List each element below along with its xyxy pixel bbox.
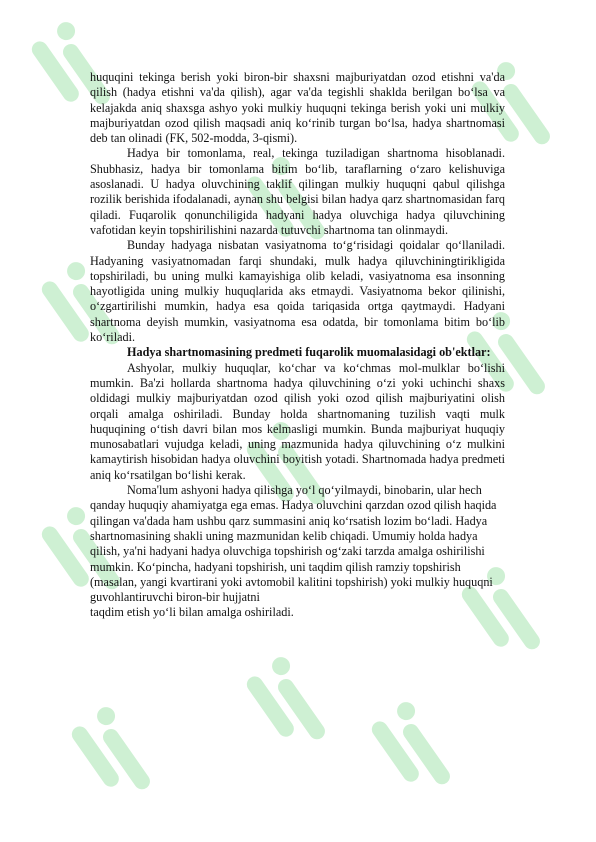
paragraph: huquqini tekinga berish yoki biron-bir shaxsni majburiyatdan ozod etishni va'da qilish (hadya etishni va'da qilish), agar va'da tegishli shaklda berilgan bo‘lsa va kelajakda aniq shaxsga ashyo yoki mulkiy huquqni tekinga berish yoki uni mulkiy majburiyatdan ozod qilish maqsadi aniq ko‘rinib turgan bo‘lsa, hadya shartnomasi deb tan olinadi (FK, 502-modda, 3-qismi). [90,70,505,146]
green-logo-watermark-icon [245,650,335,760]
paragraph: Ashyolar, mulkiy huquqlar, ko‘char va ko‘chmas mol-mulklar bo‘lishi mumkin. Ba'zi hollarda shartnoma hadya qiluvchining o‘zi yoki uchinchi shaxs oldidagi mulkiy majburiyatdan ozod qilish yoki ozod qilish majburiyatini olish orqali amalga oshiriladi. Bunday holda shartnomaning tuzilish vaqti mulk huquqining o‘tish davri bilan mos kelmasligi mumkin. Bunda majburiyat huquqiy munosabatlari vujudga keladi, uning mazmunida hadya qiluvchining o‘z mulkini kamaytirish hisobidan hadya oluvchini boyitish yotadi. Shartnomada hadya predmeti aniq ko‘rsatilgan bo‘lishi kerak. [90,360,505,482]
green-logo-watermark-icon [370,695,460,805]
paragraph-last-line: taqdim etish yo‘li bilan amalga oshiriladi. [90,605,294,620]
green-logo-watermark-icon [70,700,160,810]
document-body [90,70,505,621]
paragraph: Hadya bir tomonlama, real, tekinga tuziladigan shartnoma hisoblanadi. Shubhasiz, hadya bir tomonlama bitim bo‘lib, taraflarning o‘zaro kelishuviga asoslanadi. U hadya oluvchining taklif qilingan mulkiy huquqni qabul qilishga rozilik berishida ifodalanadi, aynan shu belgisi bilan hadya qarz shartnomasidan farq qiladi. Fuqarolik qonunchiligida hadyani hadya oluvchiga hadya qiluvchining vafotidan keyin topshirilishini nazarda tutuvchi shartnoma tan olinmaydi. [90,146,505,237]
section-heading: Hadya shartnomasining predmeti fuqarolik muomalasidagi ob'ektlar: [127,345,491,360]
paragraph: Noma'lum ashyoni hadya qilishga yo‘l qo‘yilmaydi, binobarin, ular hech qanday huquqiy ahamiyatga ega emas. Hadya oluvchini qarzdan ozod qilish haqida qilingan va'dada ham ushbu qarz summasini aniq ko‘rsatish lozim bo‘ladi. Hadya shartnomasining shakli uning mazmunidan kelib chiqadi. Umumiy holda hadya qilish, ya'ni hadyani hadya oluvchiga topshirish og‘zaki tarzda amalga oshirilishi mumkin. Ko‘pincha, hadyani topshirish, uni taqdim qilish ramziy topshirish (masalan, yangi kvartirani yoki avtomobil kalitini topshirish) yoki mulkiy huquqni guvohlantiruvchi biron-bir hujjatni [90,483,497,605]
paragraph: Bunday hadyaga nisbatan vasiyatnoma to‘g‘risidagi qoidalar qo‘llaniladi. Hadyaning vasiyatnomadan farqi shundaki, mulk hadya qiluvchiningtirikligida topshiriladi, bu uning mulki kamayishiga olib keladi, vasiyatnoma esa insonning hayotligida uning mulkiy huquqlarida aks etmaydi. Vasiyatnoma bekor qilinishi, o‘zgartirilishi mumkin, hadya esa qoida tariqasida ortga qaytmaydi. Hadyani shartnoma deyish mumkin, vasiyatnoma esa odatda, bir tomonlama bitim bo‘lib ko‘riladi. [90,238,505,345]
